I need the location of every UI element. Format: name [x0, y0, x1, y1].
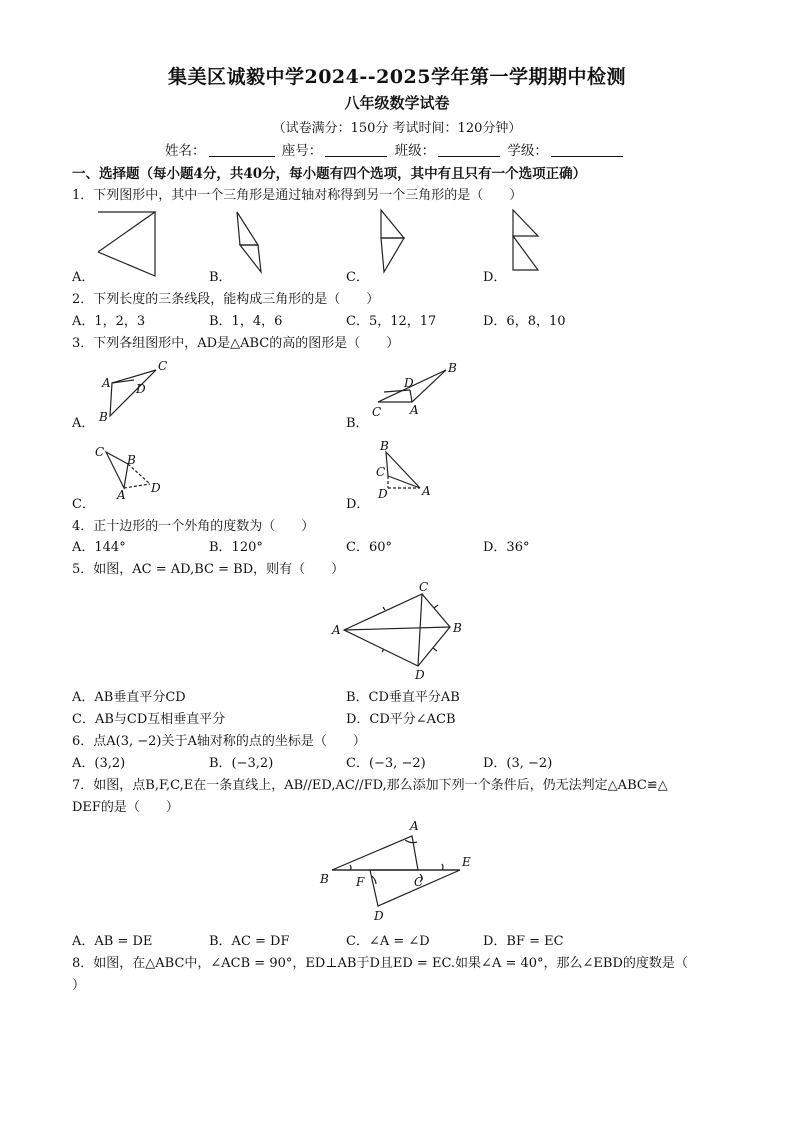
q3a-label-a: A: [102, 376, 111, 390]
q7-option-c: C．∠A = ∠D: [346, 934, 430, 949]
q3a-label-c: C: [158, 359, 168, 373]
q3c-label-c: C: [95, 445, 105, 459]
seat-label: 座号：: [281, 143, 323, 159]
q3d-label-a: A: [422, 484, 431, 498]
question-8-stem: 8．如图，在△ABC中，∠ACB = 90°，ED⊥AB于D且ED = EC.如果∠A = 40°，那么∠EBD的度数是（: [72, 956, 688, 971]
section-title: 一、选择题（每小题4分，共40分，每小题有四个选项，其中有且只有一个选项正确）: [72, 166, 587, 182]
q3b-label-b: B: [448, 361, 457, 375]
q1-figure-b: [234, 212, 264, 274]
q6-option-d: D．(3, −2): [483, 756, 553, 771]
q3-figure-b: [370, 360, 462, 420]
class-label: 班级：: [394, 143, 436, 159]
question-6-stem: 6．点A(3, −2)关于A轴对称的点的坐标是（ ）: [72, 734, 366, 749]
q3c-label-d: D: [151, 481, 161, 495]
question-4-stem: 4．正十边形的一个外角的度数为（ ）: [72, 519, 315, 534]
q6-option-c: C．(−3, −2): [346, 756, 426, 771]
q3-figure-d: [372, 440, 444, 502]
q7-figure: [316, 818, 478, 924]
q3d-label-c: C: [376, 465, 386, 479]
q3b-label-c: C: [372, 405, 382, 419]
q5-figure: [330, 580, 470, 680]
q1-option-a: A．: [72, 270, 95, 285]
q2-option-a: A．1，2，3: [72, 314, 146, 329]
q3-figure-c: [94, 444, 166, 500]
question-1-stem: 1．下列图形中，其中一个三角形是通过轴对称得到另一个三角形的是（ ）: [72, 188, 523, 203]
name-label: 姓名：: [165, 143, 206, 159]
q3d-label-d: D: [378, 487, 388, 501]
grade-label: 学级：: [507, 143, 548, 159]
q7-option-b: B．AC = DF: [209, 934, 290, 949]
q1-option-c: C．: [346, 270, 369, 285]
q7-label-d: D: [374, 909, 384, 923]
q1-figure-d: [510, 210, 542, 272]
q3b-label-d: D: [404, 376, 414, 390]
q4-option-b: B．120°: [209, 540, 263, 555]
q1-option-b: B．: [209, 270, 232, 285]
exam-meta: （试卷满分：150分 考试时间：120分钟）: [272, 121, 522, 136]
q5-option-a: A．AB垂直平分CD: [72, 690, 186, 705]
q4-option-c: C．60°: [346, 540, 392, 555]
q3a-label-b: B: [99, 410, 108, 424]
question-8-stem-cont: ）: [72, 978, 86, 993]
q7-label-a: A: [410, 819, 419, 833]
student-info-fields: [165, 139, 626, 159]
class-blank: [438, 143, 500, 157]
q4-option-a: A．144°: [72, 540, 126, 555]
grade-blank: [551, 143, 623, 157]
question-2-stem: 2．下列长度的三条线段，能构成三角形的是（ ）: [72, 292, 380, 307]
q6-option-b: B．(−3,2): [209, 756, 274, 771]
q2-option-b: B．1，4，6: [209, 314, 283, 329]
q2-option-d: D．6，8，10: [483, 314, 566, 329]
q5-label-b: B: [453, 621, 462, 635]
seat-blank: [325, 143, 387, 157]
question-7-stem-cont: DEF的是（ ）: [72, 800, 179, 815]
q1-figure-c: [378, 210, 408, 274]
q3-option-b: B．: [346, 416, 369, 431]
question-3-stem: 3．下列各组图形中，AD是△ABC的高的图形是（ ）: [72, 336, 400, 351]
q2-option-c: C．5，12，17: [346, 314, 437, 329]
q5-option-d: D．CD平分∠ACB: [346, 712, 456, 727]
q3c-label-b: B: [127, 453, 136, 467]
name-blank: [209, 143, 275, 157]
question-5-stem: 5．如图，AC = AD,BC = BD，则有（ ）: [72, 562, 345, 577]
q3-option-a: A．: [72, 416, 95, 431]
q6-option-a: A．(3,2): [72, 756, 126, 771]
q3d-label-b: B: [380, 439, 389, 453]
q3a-label-d: D: [136, 382, 146, 396]
q7-option-a: A．AB = DE: [72, 934, 153, 949]
exam-subtitle: 八年级数学试卷: [344, 94, 450, 112]
q4-option-d: D．36°: [483, 540, 530, 555]
q3c-label-a: A: [117, 488, 126, 502]
q3-option-d: D．: [346, 497, 370, 512]
q1-figure-a: [98, 212, 158, 280]
q5-label-c: C: [419, 580, 429, 594]
q5-label-a: A: [332, 623, 341, 637]
q7-label-f: F: [356, 875, 365, 889]
q5-option-b: B．CD垂直平分AB: [346, 690, 460, 705]
q7-label-b: B: [320, 872, 329, 886]
q3-option-c: C．: [72, 497, 95, 512]
q5-label-d: D: [415, 668, 425, 682]
q3b-label-a: A: [410, 403, 419, 417]
question-7-stem: 7．如图，点B,F,C,E在一条直线上，AB//ED,AC//FD,那么添加下列一个条件后，仍无法判定△ABC≌△: [72, 778, 668, 793]
q3-figure-a: [96, 358, 176, 422]
q5-option-c: C．AB与CD互相垂直平分: [72, 712, 226, 727]
q7-option-d: D．BF = EC: [483, 934, 564, 949]
q1-option-d: D．: [483, 270, 507, 285]
exam-title: 集美区诚毅中学2024--2025学年第一学期期中检测: [167, 66, 627, 88]
q7-label-c: C: [414, 875, 424, 889]
q7-label-e: E: [462, 855, 471, 869]
